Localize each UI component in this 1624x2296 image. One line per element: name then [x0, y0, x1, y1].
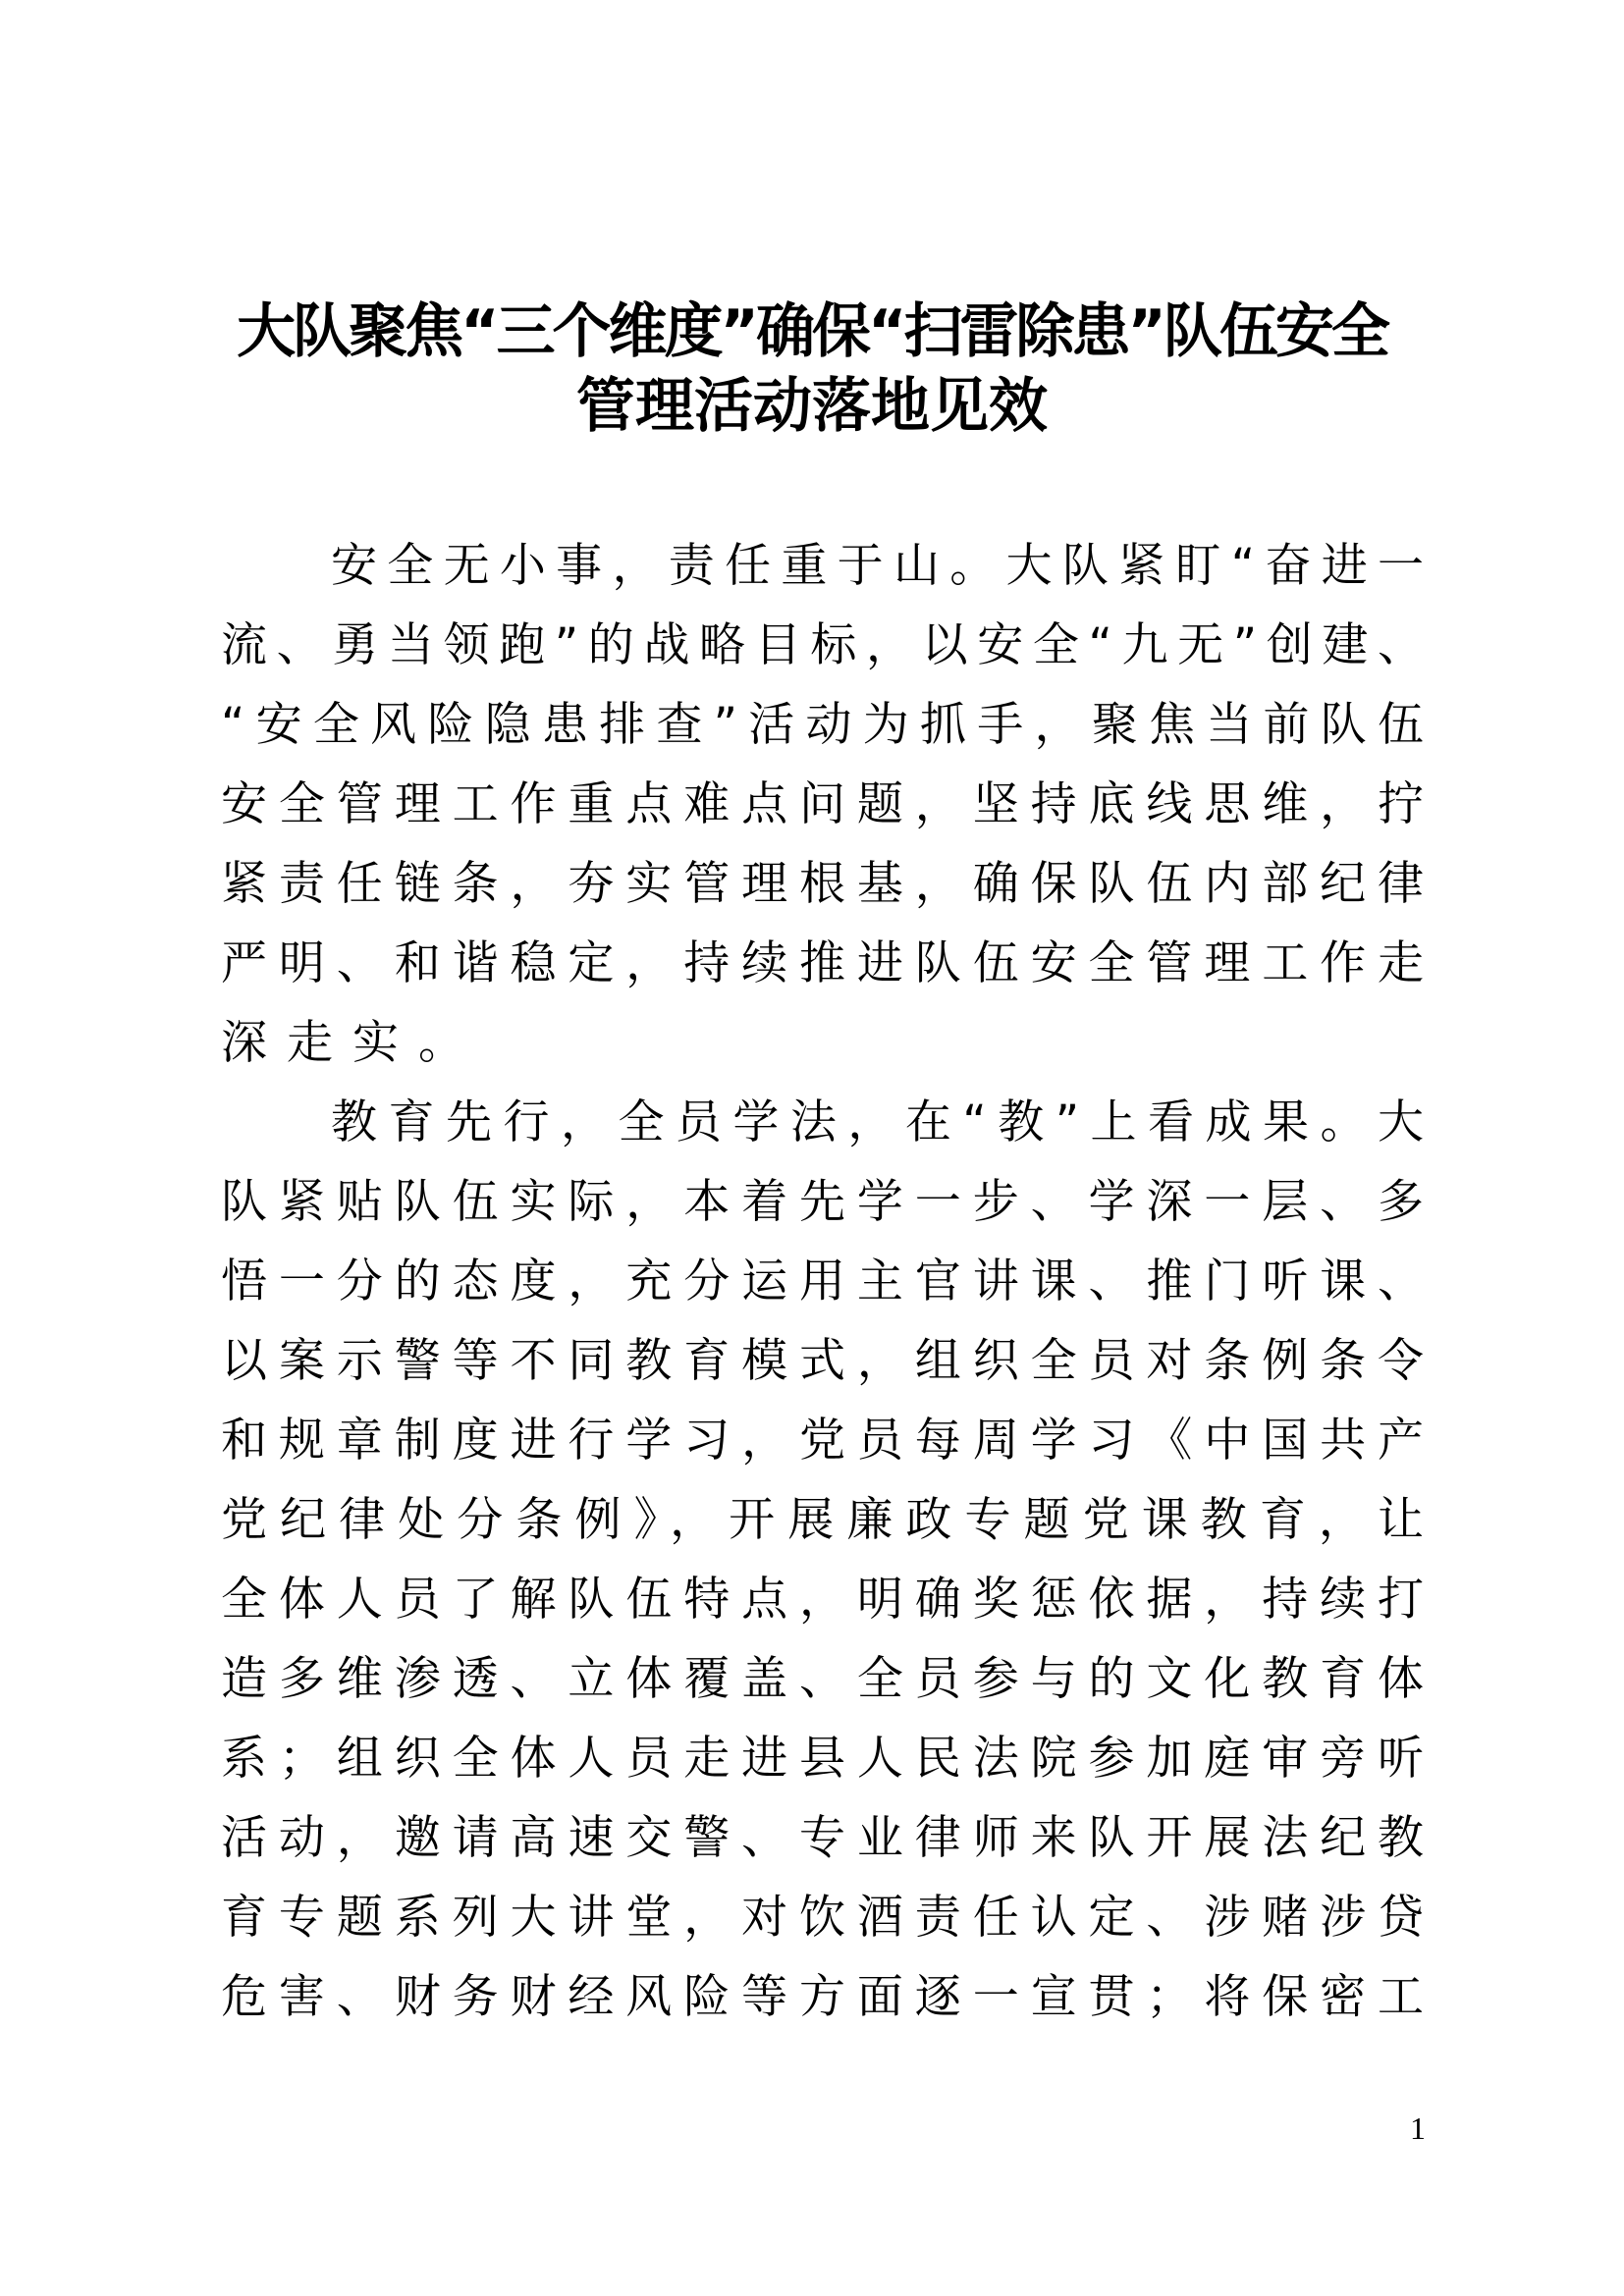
text-line: 和规章制度进行学习，党员每周学习《中国共产: [221, 1414, 1424, 1468]
text-line: “安全风险隐患排查”活动为抓手，聚焦当前队伍: [221, 698, 1424, 752]
document-title-line-1: 大队聚焦“三个维度”确保“扫雷除患”队伍安全: [237, 297, 1387, 366]
text-line: 系；组织全体人员走进县人民法院参加庭审旁听: [221, 1732, 1424, 1786]
text-line: 紧责任链条，夯实管理根基，确保队伍内部纪律: [221, 857, 1424, 911]
text-line: 以案示警等不同教育模式，组织全员对条例条令: [221, 1334, 1424, 1388]
text-line: 党纪律处分条例》，开展廉政专题党课教育，让: [221, 1493, 1424, 1547]
text-line: 活动，邀请高速交警、专业律师来队开展法纪教: [221, 1811, 1424, 1865]
document-body: [221, 526, 1424, 2037]
document-title-line-2: 管理活动落地见效: [576, 372, 1048, 441]
text-line: 全体人员了解队伍特点，明确奖惩依据，持续打: [221, 1573, 1424, 1627]
paragraph-2: [221, 1083, 1424, 2037]
text-line: 悟一分的态度，充分运用主官讲课、推门听课、: [221, 1255, 1424, 1308]
text-line: 育专题系列大讲堂，对饮酒责任认定、涉赌涉贷: [221, 1891, 1424, 1945]
text-line: 严明、和谐稳定，持续推进队伍安全管理工作走: [221, 936, 1424, 990]
text-line: 教育先行，全员学法，在“教”上看成果。大: [331, 1095, 1424, 1149]
text-line: 流、勇当领跑”的战略目标，以安全“九无”创建、: [221, 618, 1424, 672]
page-number: 1: [1410, 2110, 1426, 2146]
paragraph-1: [221, 526, 1424, 1083]
text-line: 安全管理工作重点难点问题，坚持底线思维，拧: [221, 777, 1424, 831]
text-line: 队紧贴队伍实际，本着先学一步、学深一层、多: [221, 1175, 1424, 1229]
text-line: 安全无小事，责任重于山。大队紧盯“奋进一: [331, 539, 1424, 593]
text-line: 造多维渗透、立体覆盖、全员参与的文化教育体: [221, 1652, 1424, 1706]
text-line: 危害、财务财经风险等方面逐一宣贯；将保密工: [221, 1970, 1424, 2024]
text-line: 深走实。: [221, 1016, 484, 1070]
